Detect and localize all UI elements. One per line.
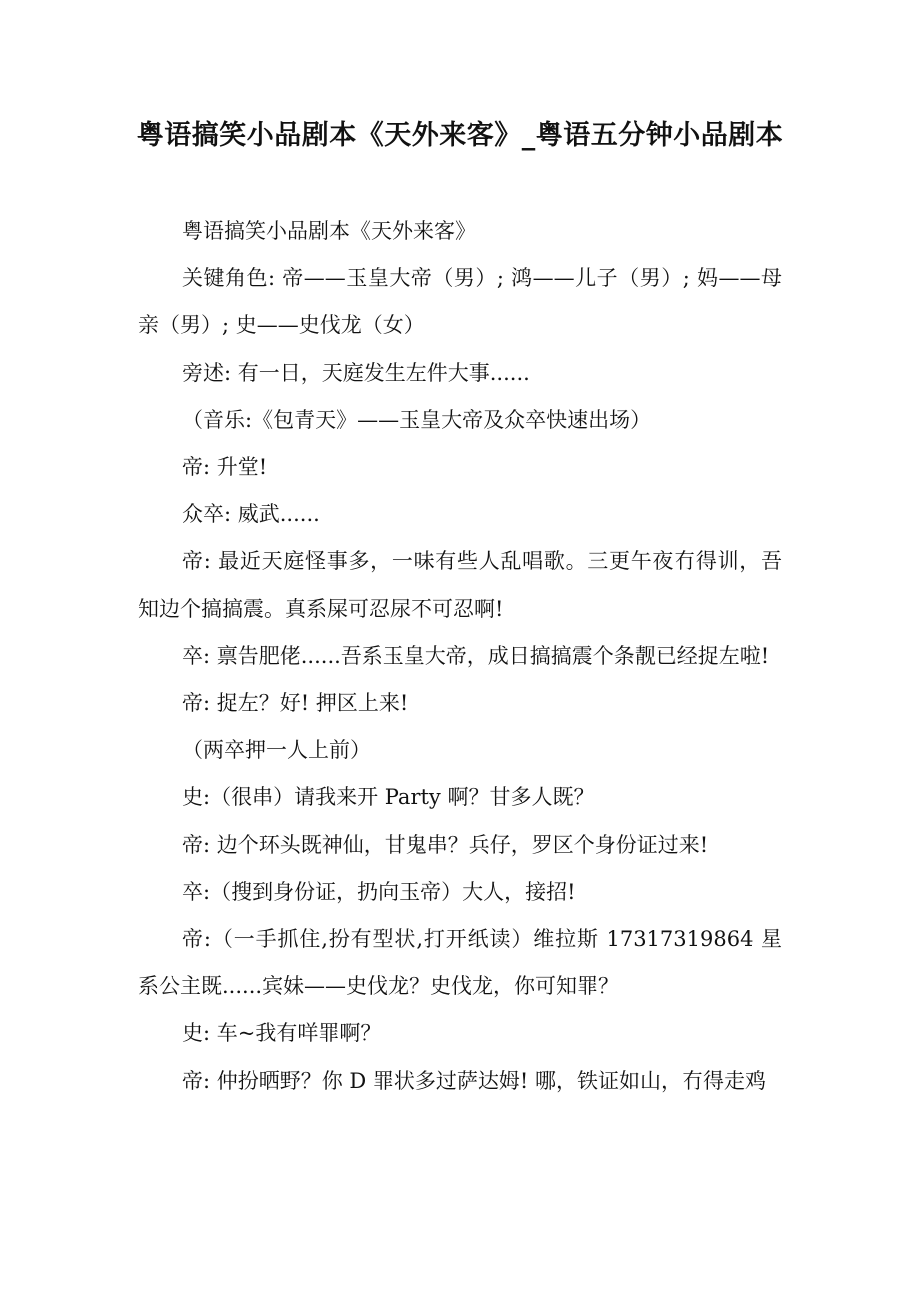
character-list: 关键角色: 帝——玉皇大帝（男）; 鸿——儿子（男）; 妈——母亲（男）; 史——史伐龙（女） (138, 266, 782, 338)
dialogue-line: 帝: 最近天庭怪事多，一味有些人乱唱歌。三更午夜冇得训，吾知边个搞搞震。真系屎可忍尿不可忍啊! (138, 549, 782, 621)
dialogue-line: 众卒: 威武...... (182, 502, 320, 527)
document-body (138, 208, 782, 1105)
dialogue-line: 帝: 仲扮晒野？你 D 罪状多过萨达姆! 哪，铁证如山，冇得走鸡 (182, 1068, 767, 1093)
dialogue-line: 帝: 捉左？好! 押区上来! (182, 691, 409, 716)
dialogue-line: 卒: 禀告肥佬......吾系玉皇大帝，成日搞搞震个条靓已经捉左啦! (182, 643, 770, 668)
stage-direction: （音乐:《包青天》——玉皇大帝及众卒快速出场） (182, 407, 652, 432)
script-title-line: 粤语搞笑小品剧本《天外来客》 (182, 219, 476, 243)
document-title: 粤语搞笑小品剧本《天外来客》_粤语五分钟小品剧本 (136, 120, 784, 151)
dialogue-line: 史: 车~我有咩罪啊？ (182, 1021, 382, 1046)
dialogue-line: 帝: 边个环头既神仙，甘鬼串？兵仔，罗区个身份证过来! (182, 832, 709, 857)
stage-direction: （两卒押一人上前） (182, 738, 371, 763)
narration-line: 旁述: 有一日，天庭发生左件大事...... (182, 360, 530, 385)
dialogue-line: 帝:（一手抓住,扮有型状,打开纸读）维拉斯 17317319864 星系公主既......宾妹——史伐龙？史伐龙，你可知罪？ (138, 927, 782, 999)
dialogue-line: 帝: 升堂! (182, 455, 268, 480)
dialogue-line: 卒:（搜到身份证，扔向玉帝）大人，接招! (182, 879, 576, 904)
dialogue-line: 史:（很串）请我来开 Party 啊？甘多人既？ (182, 785, 595, 810)
